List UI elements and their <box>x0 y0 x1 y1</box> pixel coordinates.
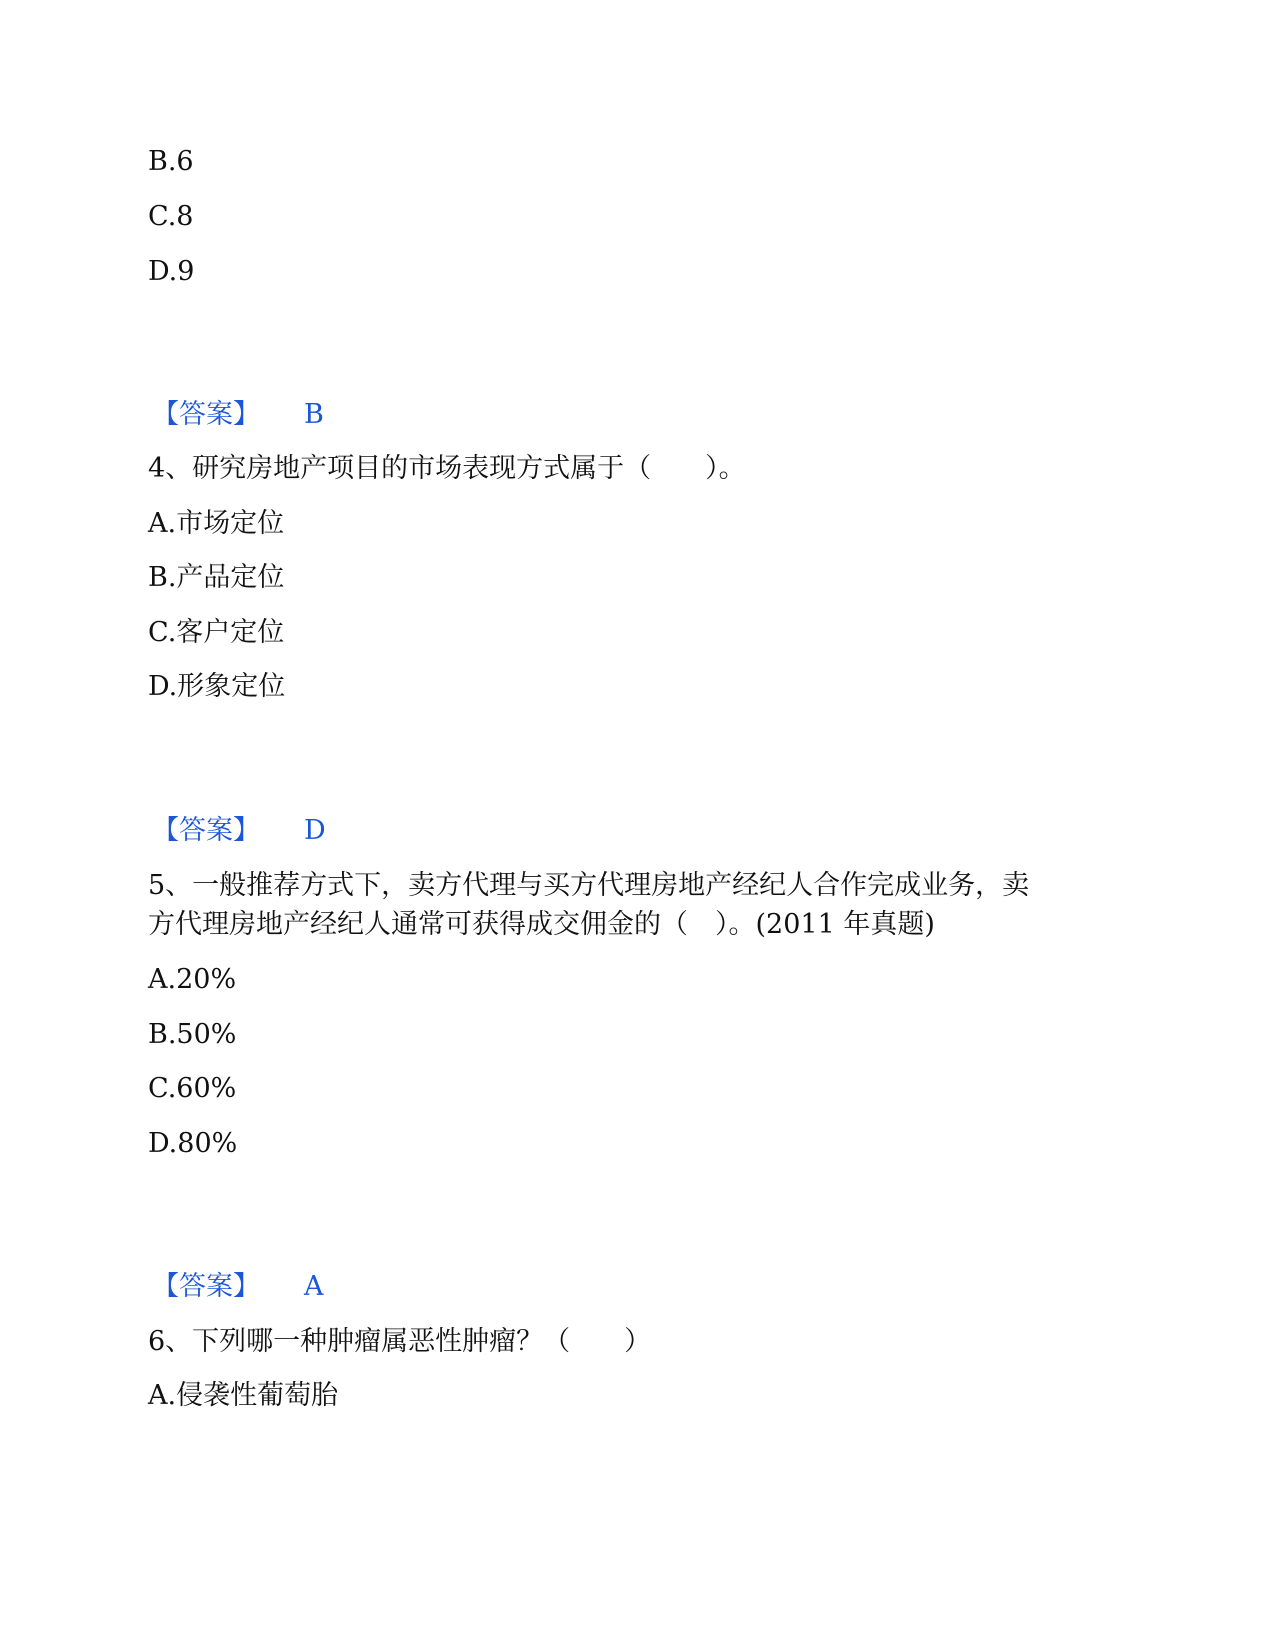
q5-question-line1: 5、一般推荐方式下，卖方代理与买方代理房地产经纪人合作完成业务，卖 <box>148 870 1030 901</box>
answer-value: A <box>304 1271 324 1302</box>
q3-option-d: D.9 <box>148 256 195 287</box>
answer-label: 【答案】 <box>152 1271 260 1302</box>
q5-question-line2: 方代理房地产经纪人通常可获得成交佣金的（ ）。(2011 年真题) <box>148 909 935 940</box>
q5-option-b: B.50% <box>148 1019 237 1050</box>
q5-option-a: A.20% <box>148 964 237 995</box>
q4-option-c: C.客户定位 <box>148 617 285 648</box>
answer-label: 【答案】 <box>152 815 260 846</box>
q4-option-a: A.市场定位 <box>148 508 285 539</box>
q6-option-a: A.侵袭性葡萄胎 <box>148 1380 339 1411</box>
q6-question: 6、下列哪一种肿瘤属恶性肿瘤？（ ） <box>148 1326 652 1357</box>
q5-option-c: C.60% <box>148 1073 237 1104</box>
answer-value: B <box>304 399 324 430</box>
q4-option-b: B.产品定位 <box>148 562 285 593</box>
q4-answer <box>152 814 326 848</box>
q5-option-d: D.80% <box>148 1128 238 1159</box>
answer-label: 【答案】 <box>152 399 260 430</box>
q3-option-b: B.6 <box>148 146 194 177</box>
q4-option-d: D.形象定位 <box>148 671 286 702</box>
q3-answer <box>152 398 324 432</box>
q5-answer <box>152 1270 324 1304</box>
q4-question: 4、研究房地产项目的市场表现方式属于（ ）。 <box>148 453 746 484</box>
answer-value: D <box>304 815 326 846</box>
q3-option-c: C.8 <box>148 201 194 232</box>
